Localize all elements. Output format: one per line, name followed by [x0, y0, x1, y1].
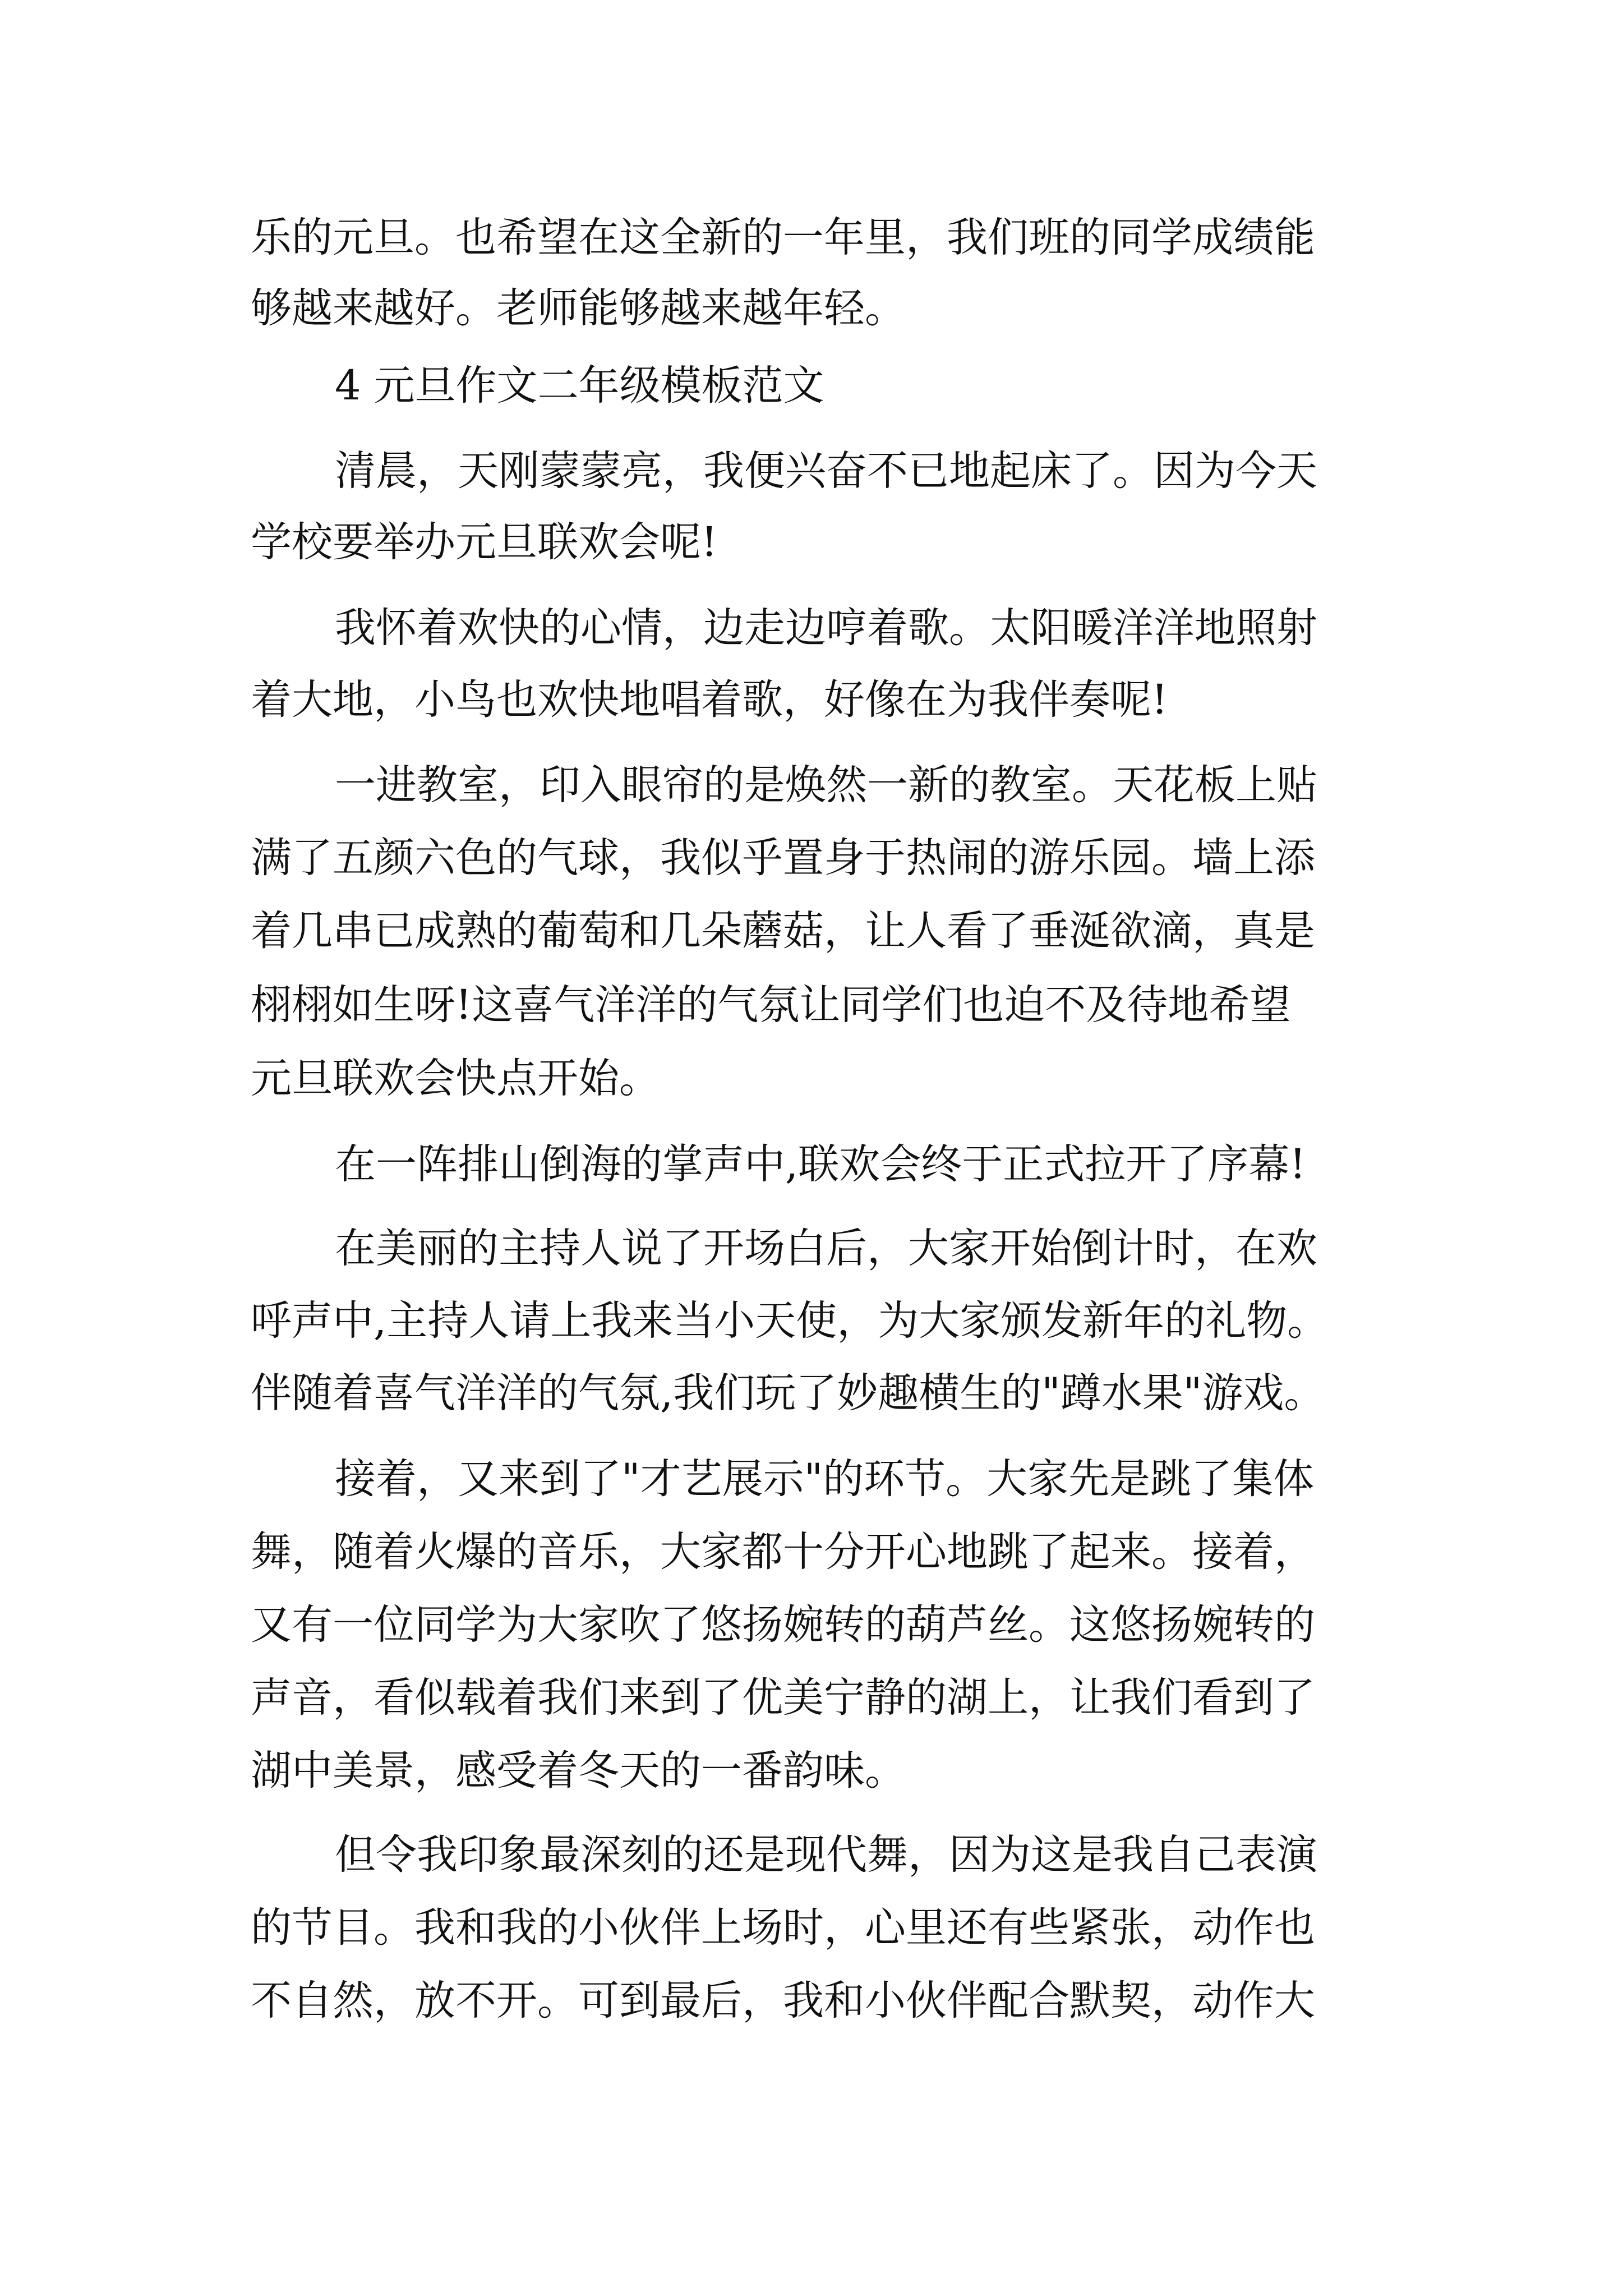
text-line: 栩栩如生呀!这喜气洋洋的气氛让同学们也迫不及待地希望: [251, 981, 1291, 1029]
text-line: 清晨，天刚蒙蒙亮，我便兴奋不已地起床了。因为今天: [335, 447, 1317, 495]
text-line: 伴随着喜气洋洋的气氛,我们玩了妙趣横生的"蹲水果"游戏。: [251, 1369, 1325, 1417]
text-line: 声音，看似载着我们来到了优美宁静的湖上，让我们看到了: [251, 1674, 1315, 1722]
text-line: 接着，又来到了"才艺展示"的环节。大家先是跳了集体: [335, 1455, 1315, 1503]
section-heading: 4 元旦作文二年级模板范文: [335, 362, 824, 409]
text-line: 在美丽的主持人说了开场白后，大家开始倒计时，在欢: [335, 1225, 1317, 1272]
text-line: 学校要举办元旦联欢会呢!: [251, 518, 718, 566]
text-line: 我怀着欢快的心情，边走边哼着歌。太阳暖洋洋地照射: [335, 604, 1317, 652]
text-line: 满了五颜六色的气球，我似乎置身于热闹的游乐园。墙上添: [251, 834, 1315, 882]
text-line: 呼声中,主持人请上我来当小天使，为大家颁发新年的礼物。: [251, 1297, 1329, 1345]
text-line: 但令我印象最深刻的还是现代舞，因为这是我自己表演: [335, 1831, 1317, 1879]
text-line: 湖中美景，感受着冬天的一番韵味。: [251, 1747, 906, 1795]
text-line: 舞，随着火爆的音乐，大家都十分开心地跳了起来。接着，: [251, 1528, 1315, 1576]
text-line: 又有一位同学为大家吹了悠扬婉转的葫芦丝。这悠扬婉转的: [251, 1601, 1315, 1649]
text-line: 着几串已成熟的葡萄和几朵蘑菇，让人看了垂涎欲滴，真是: [251, 907, 1315, 955]
text-line: 着大地，小鸟也欢快地唱着歌，好像在为我伴奏呢!: [251, 676, 1168, 724]
text-line: 的节目。我和我的小伙伴上场时，心里还有些紧张，动作也: [251, 1904, 1315, 1952]
text-line: 在一阵排山倒海的掌声中,联欢会终于正式拉开了序幕!: [335, 1140, 1306, 1188]
text-line: 一进教室，印入眼帘的是焕然一新的教室。天花板上贴: [335, 761, 1317, 809]
text-line: 元旦联欢会快点开始。: [251, 1055, 660, 1102]
text-line: 够越来越好。老师能够越来越年轻。: [251, 284, 906, 332]
text-line: 乐的元旦。也希望在这全新的一年里，我们班的同学成绩能: [251, 214, 1315, 261]
text-line: 不自然，放不开。可到最后，我和小伙伴配合默契，动作大: [251, 1977, 1315, 2024]
